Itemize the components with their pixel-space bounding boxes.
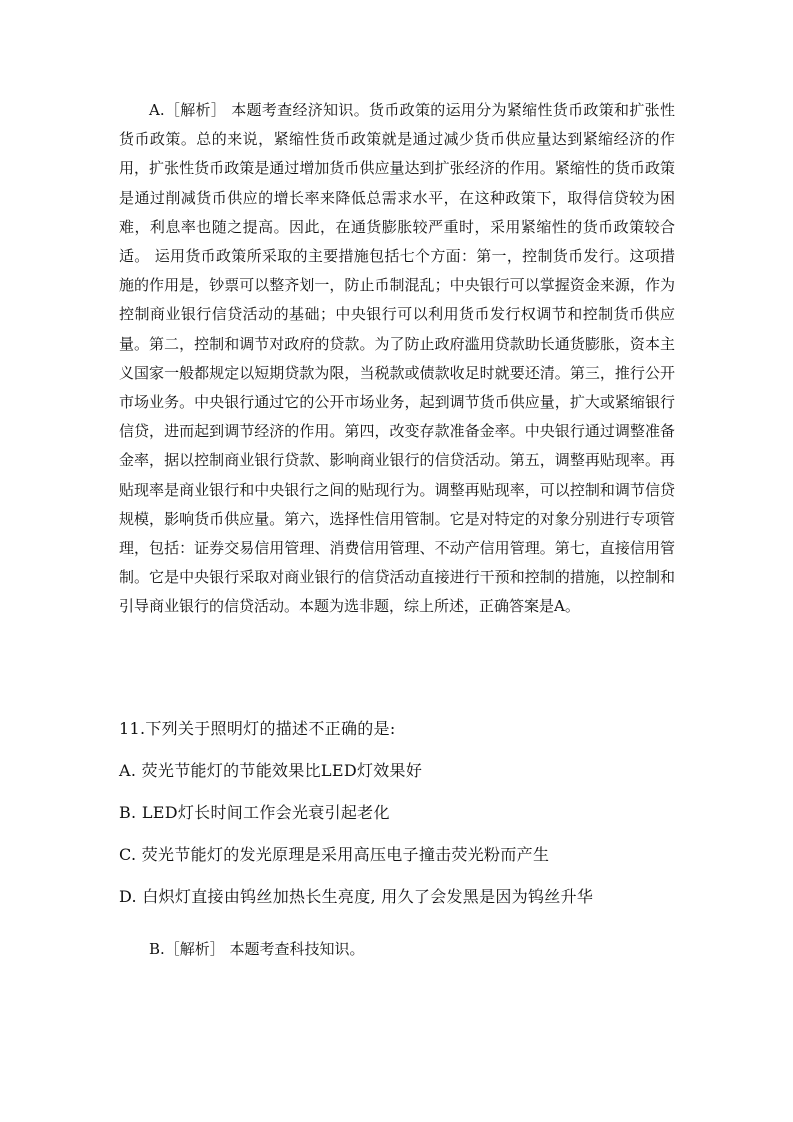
option-a: A. 荧光节能灯的节能效果比LED灯效果好 bbox=[119, 761, 423, 780]
answer-analysis: B.［解析］ 本题考查科技知识。 bbox=[149, 940, 365, 958]
option-c: C. 荧光节能灯的发光原理是采用高压电子撞击荧光粉而产生 bbox=[119, 845, 550, 864]
analysis-paragraph: A.［解析］ 本题考查经济知识。货币政策的运用分为紧缩性货币政策和扩张性货币政策。总的来说，紧缩性货币政策就是通过减少货币供应量达到紧缩经济的作用，扩张性货币政策是通过增加货币供应量达到扩张经济的作用。紧缩性的货币政策是通过削减货币供应的增长率来降低总需求水平，在这种政策下，取得信贷较为困难，利息率也随之提高。因此，在通货膨胀较严重时，采用紧缩性的货币政策较合适。 运用货币政策所采取的主要措施包括七个方面：第一，控制货币发行。这项措施的作用是，钞票可以整齐划一，防止币制混乱；中央银行可以掌握资金来源，作为控制商业银行信贷活动的基础；中央银行可以利用货币发行权调节和控制货币供应量。第二，控制和调节对政府的贷款。为了防止政府滥用贷款助长通货膨胀，资本主义国家一般都规定以短期贷款为限，当税款或债款收足时就要还清。第三，推行公开市场业务。中央银行通过它的公开市场业务，起到调节货币供应量，扩大或紧缩银行信贷，进而起到调节经济的作用。第四，改变存款准备金率。中央银行通过调整准备金率，据以控制商业银行贷款、影响商业银行的信贷活动。第五，调整再贴现率。再贴现率是商业银行和中央银行之间的贴现行为。调整再贴现率，可以控制和调节信贷规模，影响货币供应量。第六，选择性信用管制。它是对特定的对象分别进行专项管理，包括：证券交易信用管理、消费信用管理、不动产信用管理。第七，直接信用管制。它是中央银行采取对商业银行的信贷活动直接进行干预和控制的措施，以控制和引导商业银行的信贷活动。本题为选非题，综上所述，正确答案是A。 bbox=[119, 101, 675, 616]
option-b: B. LED灯长时间工作会光衰引起老化 bbox=[119, 803, 390, 822]
option-d: D. 白炽灯直接由钨丝加热长生亮度, 用久了会发黑是因为钨丝升华 bbox=[119, 887, 594, 906]
question-stem: 11.下列关于照明灯的描述不正确的是: bbox=[119, 719, 396, 738]
